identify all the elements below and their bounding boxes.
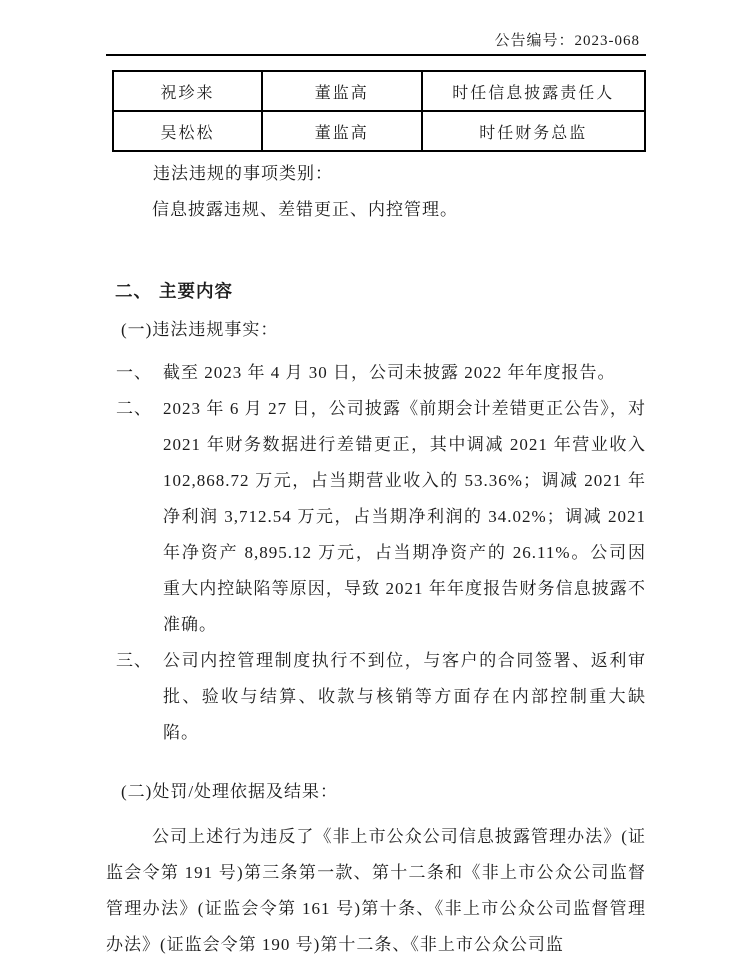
fact-text: 截至 2023 年 4 月 30 日，公司未披露 2022 年年度报告。 [163,363,616,382]
fact-text: 2023 年 6 月 27 日，公司披露《前期会计差错更正公告》，对 2021 年财务数据进行差错更正，其中调减 2021 年营业收入 102,868.72 万元，占当期营业收入的 53.36%；调减 2021 年净利润 3,712.54 万元，占当期净利润的 34.02%；调减 2021 年净资产 8,895.12 万元，占当期净资产的 26.11%。公司因重大内控缺陷等原因，导致 2021 年年度报告财务信息披露不准确。 [163,399,646,634]
penalty-paragraph: 公司上述行为违反了《非上市公众公司信息披露管理办法》(证监会令第 191 号)第三条第一款、第十二条和《非上市公众公司监督管理办法》(证监会令第 161 号)第十条、《非上市公众公司监督管理办法》(证监会令第 190 号)第十二条、《非上市公众公司监 [106,827,646,954]
doc-number: 公告编号：2023-068 [494,33,640,49]
facts-list [106,355,646,751]
fact-text: 公司内控管理制度执行不到位，与客户的合同签署、返利审批、验收与结算、收款与核销等方面存在内部控制重大缺陷。 [163,651,646,742]
signatory-role: 董监高 [262,71,422,111]
signatories-table [112,70,646,152]
violation-category-value: 信息披露违规、差错更正、内控管理。 [152,200,458,219]
violation-category-label: 违法违规的事项类别： [153,164,333,183]
fact-number: 一、 [116,363,152,382]
section-title: 主要内容 [159,281,233,301]
subsection-penalty-heading: (二)处罚/处理依据及结果： [121,782,339,801]
fact-number: 二、 [116,399,152,418]
signatory-name: 祝珍来 [113,71,262,111]
signatory-title: 时任信息披露责任人 [422,71,645,111]
table-row [113,111,645,151]
fact-number: 三、 [116,651,152,670]
signatory-role: 董监高 [262,111,422,151]
doc-header [106,28,646,56]
table-row [113,71,645,111]
list-item [116,355,646,391]
signatory-title: 时任财务总监 [422,111,645,151]
list-item [116,391,646,643]
signatory-name: 吴松松 [113,111,262,151]
section-number: 二、 [115,281,152,301]
section-heading [106,273,646,310]
list-item [116,643,646,751]
subsection-facts-heading: (一)违法违规事实： [121,320,279,339]
